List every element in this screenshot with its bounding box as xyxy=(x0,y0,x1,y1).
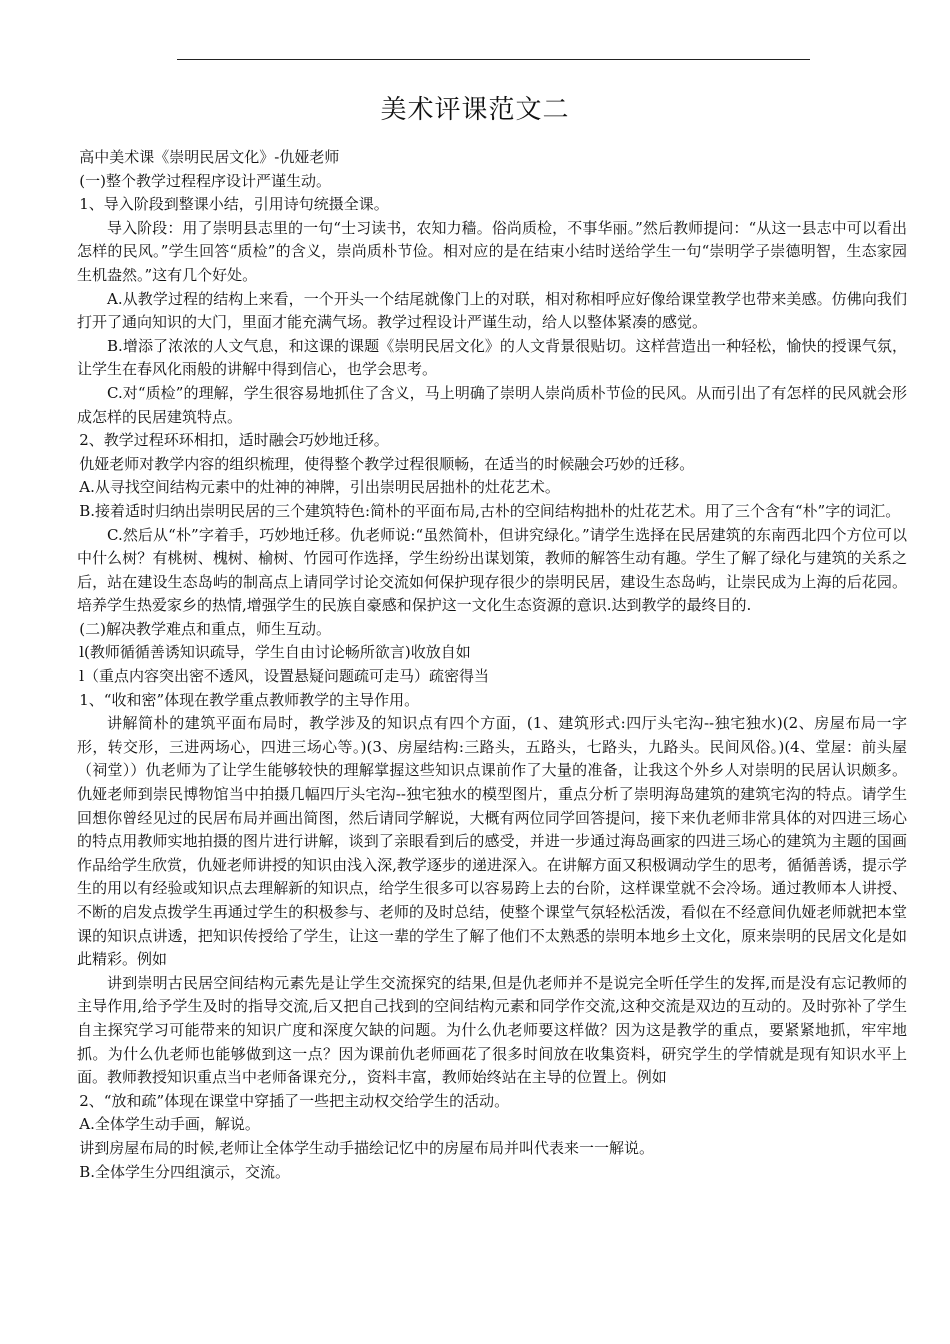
paragraph-transfer-c: C.然后从“朴”字着手，巧妙地迁移。仇老师说:“虽然简朴，但讲究绿化。”请学生选择在民居建筑的东南西北四个方位可以中什么树？有桃树、槐树、榆树、竹园可作选择，学生纷纷出谋划策，教师的解答生动有趣。学生了解了绿化与建筑的关系之后，站在建设生态岛屿的制高点上请同学讨论交流如何保护现存很少的崇明民居，建设生态岛屿，让崇民成为上海的后花园。培养学生热爱家乡的热情,增强学生的民族自豪感和保护这一文化生态资源的意识.达到教学的最终目的. xyxy=(77,525,907,615)
paragraph-intro: 导入阶段：用了崇明县志里的一句“士习读书，农知力穑。俗尚质检，不事华丽。”然后教师提问：“从这一县志中可以看出怎样的民风。”学生回答“质检”的含义，崇尚质朴节俭。相对应的是在结束小结时送给学生一句“崇明学子崇德明智，生态家园生机盎然。”这有几个好处。 xyxy=(77,218,907,284)
document-body xyxy=(77,146,907,1184)
subheading-2-1: 1、“收和密”体现在教学重点教师教学的主导作用。 xyxy=(79,690,420,709)
paragraph-organization: 仇娅老师对教学内容的组织梳理，使得整个教学过程很顺畅，在适当的时候融会巧妙的迁移。 xyxy=(79,454,695,473)
paragraph-layout-lecture: 讲解简朴的建筑平面布局时，教学涉及的知识点有四个方面，(1、建筑形式:四厅头宅沟--独宅独水)(2、房屋布局一字形，转交形，三进两场心，四进三场心等。)(3、房屋结构:三路头，五路头，七路头，九路头。民间风俗。)(4、堂屋：前头屋（祠堂））仇老师为了让学生能够较快的理解掌握这些知识点课前作了大量的准备，让我这个外乡人对崇明的民居认识颇多。仇娅老师到崇民博物馆当中拍摄几幅四厅头宅沟--独宅独水的模型图片，重点分析了崇明海岛建筑的建筑宅沟的特点。请学生回想你曾经见过的民居布局并画出简图，然后请同学解说，大概有两位同学回答提问，接下来仇老师非常具体的对四进三场心的特点用教师实地拍摄的图片进行讲解，谈到了亲眼看到后的感受，并进一步通过海岛画家的四进三场心的建筑为主题的国画作品给学生欣赏，仇娅老师讲授的知识由浅入深,教学逐步的递进深入。在讲解方面又积极调动学生的思考，循循善诱，提示学生的用以有经验或知识点去理解新的知识点，给学生很多可以容易跨上去的台阶，这样课堂就不会冷场。通过教师本人讲授、不断的启发点拨学生再通过学生的积极参与、老师的及时总结，使整个课堂气氛轻松活泼，看似在不经意间仇娅老师就把本堂课的知识点讲透，把知识传授给了学生，让这一辈的学生了解了他们不太熟悉的崇明本地乡土文化，原来崇明的民居文化是如此精彩。例如 xyxy=(77,714,907,969)
paragraph-point-b: B.增添了浓浓的人文气息，和这课的课题《崇明民居文化》的人文背景很贴切。这样营造出一种轻松，愉快的授课气氛，让学生在春风化雨般的讲解中得到信心，也学会思考。 xyxy=(77,336,907,379)
bullet-line-1: l(教师循循善诱知识疏导，学生自由讨论畅所欲言)收放自如 xyxy=(79,643,471,662)
document-title: 美术评课范文二 xyxy=(380,95,570,125)
header-rule xyxy=(177,59,810,60)
subheading-1-1: 1、导入阶段到整课小结，引用诗句统摄全课。 xyxy=(79,195,389,214)
bullet-line-2: l（重点内容突出密不透风，设置悬疑问题疏可走马）疏密得当 xyxy=(79,667,490,686)
subheading-2-2: 2、“放和疏”体现在课堂中穿插了一些把主动权交给学生的活动。 xyxy=(79,1091,510,1110)
section-heading-1: (一)整个教学过程程序设计严谨生动。 xyxy=(79,171,331,190)
paragraph-activity-b: B.全体学生分四组演示，交流。 xyxy=(79,1162,291,1181)
section-heading-2: (二)解决教学难点和重点，师生互动。 xyxy=(79,619,331,638)
paragraph-transfer-b: B.接着适时归纳出崇明民居的三个建筑特色:简朴的平面布局,古朴的空间结构拙朴的灶花艺术。用了三个含有“朴”字的词汇。 xyxy=(79,501,901,520)
paragraph-activity-a-detail: 讲到房屋布局的时候,老师让全体学生动手描绘记忆中的房屋布局并叫代表来一一解说。 xyxy=(79,1138,655,1157)
paragraph-transfer-a: A.从寻找空间结构元素中的灶神的神牌，引出崇明民居拙朴的灶花艺术。 xyxy=(79,478,560,497)
paragraph-activity-a: A.全体学生动手画，解说。 xyxy=(79,1115,260,1134)
paragraph-point-c: C.对“质检”的理解，学生很容易地抓住了含义，马上明确了崇明人崇尚质朴节俭的民风。从而引出了有怎样的民风就会形成怎样的民居建筑特点。 xyxy=(77,383,907,426)
course-line: 高中美术课《崇明民居文化》-仇娅老师 xyxy=(79,148,340,166)
subheading-1-2: 2、教学过程环环相扣，适时融会巧妙地迁移。 xyxy=(79,431,389,450)
paragraph-point-a: A.从教学过程的结构上来看，一个开头一个结尾就像门上的对联，相对称相呼应好像给课堂教学也带来美感。仿佛向我们打开了通向知识的大门，里面才能充满气场。教学过程设计严谨生动，给人以整体紧凑的感觉。 xyxy=(77,289,907,332)
paragraph-space-structure: 讲到崇明古民居空间结构元素先是让学生交流探究的结果,但是仇老师并不是说完全听任学生的发挥,而是没有忘记教师的主导作用,给予学生及时的指导交流,后又把自己找到的空间结构元素和同学作交流,这种交流是双边的互动的。及时弥补了学生自主探究学习可能带来的知识广度和深度欠缺的问题。为什么仇老师要这样做？因为这是教学的重点，要紧紧地抓，牢牢地抓。为什么仇老师也能够做到这一点？因为课前仇老师画花了很多时间放在收集资料，研究学生的学情就是现有知识水平上面。教师教授知识重点当中老师备课充分,，资料丰富，教师始终站在主导的位置上。例如 xyxy=(77,973,907,1087)
